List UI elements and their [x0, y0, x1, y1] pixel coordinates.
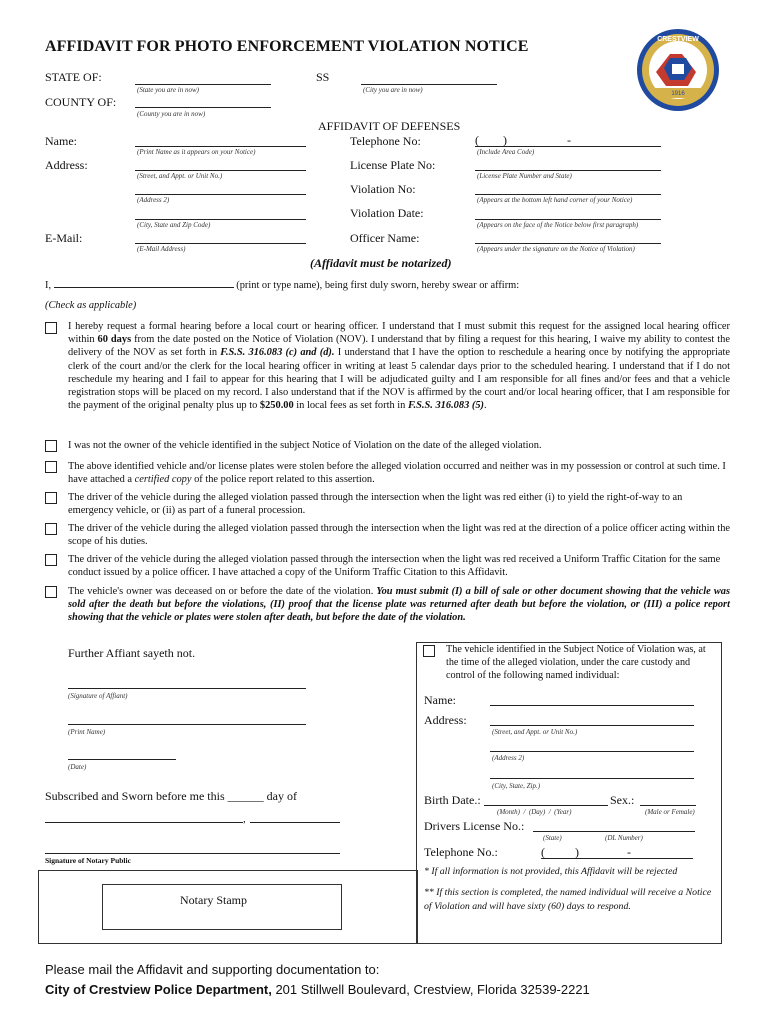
- option-not-owner-checkbox[interactable]: [45, 440, 57, 452]
- option-citation-text: The driver of the vehicle during the alleged violation passed through the intersection when the light was red received a Uniform Traffic Citation for the same conduct issued by a police officer. I have attached a copy of the Uniform Traffic Citation to this Affidavit.: [68, 554, 721, 579]
- o1-statute2: F.S.S. 316.083 (5): [407, 400, 484, 412]
- notary-stamp-label: Notary Stamp: [180, 893, 247, 907]
- name-field[interactable]: [135, 146, 306, 147]
- option-police-direction-text: The driver of the vehicle during the alleged violation passed through the intersection when the light was red at the direction of a police officer acting within the scope of his duties.: [68, 523, 730, 548]
- option-deceased-text: [68, 585, 730, 625]
- date-hint: (Date): [68, 763, 87, 771]
- officer-label: Officer Name:: [350, 231, 420, 245]
- custody-address-label: Address:: [424, 713, 467, 727]
- city-state-zip-field[interactable]: [135, 219, 306, 220]
- telephone-label: Telephone No:: [350, 134, 421, 148]
- sex-field[interactable]: [640, 805, 696, 806]
- print-name-hint: (Print Name): [68, 728, 106, 736]
- o7-requirements: You must submit (I) a bill of sale or other document showing that the vehicle was sold after the death but before the violations, (II) proof that the license plate was returned after death but before the violation, or (III) a police report showing that the vehicle or plates were stolen after death, but before the date of the violation.: [68, 586, 730, 624]
- custody-address-field[interactable]: [490, 725, 694, 726]
- violation-no-label: Violation No:: [350, 182, 416, 196]
- custody-note2: ** If this section is completed, the named individual will receive a Notice of Violation and will have sixty (60) days to respond.: [424, 887, 712, 912]
- option-formal-hearing-text: [68, 320, 730, 412]
- svg-text:1916: 1916: [671, 91, 685, 97]
- option-yield-text: The driver of the vehicle during the alleged violation passed through the intersection when the light was red either (i) to yield the right-of-way to an emergency vehicle, or (ii) as part of a funeral procession.: [68, 492, 683, 517]
- sex-label: Sex.:: [610, 793, 635, 807]
- check-applicable: (Check as applicable): [45, 300, 137, 311]
- notary-signature-label: Signature of Notary Public: [45, 856, 131, 865]
- o3-certified: certified copy: [134, 474, 192, 486]
- custody-name-label: Name:: [424, 693, 456, 707]
- state-label: STATE OF:: [45, 70, 102, 84]
- telephone-field[interactable]: [475, 146, 661, 147]
- name-hint: (Print Name as it appears on your Notice): [137, 148, 256, 156]
- affiant-signature-field[interactable]: [68, 688, 306, 689]
- custody-city-field[interactable]: [490, 778, 694, 779]
- o1-e: I understand that I have the option to reschedule a hearing once by notifying the appropriate clerk of the court and/or the clerk for the local hearing officer in writing at least 5 calendar days prior to the scheduled hearing. I understand that if I do not reschedule my hearing and I fail to appear for this hearing that I will be adjudicated guilty and I am responsible for all fines and/or fees and that a vehicle registration stops will be placed on my record. I also understand that if the NOV is affirmed by the court and/or local hearing officer, that I am responsible for the payment of the original penalty plus up to: [68, 347, 730, 412]
- o1-i: .: [483, 400, 487, 412]
- o1-c: from the date posted on the Notice of Violation (NOV). I understand that by filing a request for this hearing, I waive my ability to contest the delivery of the NOV as set forth in: [68, 334, 730, 359]
- option-deceased-checkbox[interactable]: [45, 586, 57, 598]
- plate-field[interactable]: [475, 170, 661, 171]
- sworn-statement: [45, 278, 735, 292]
- o3-c: of the police report related to this assertion.: [191, 474, 375, 486]
- county-hint: (County you are in now): [137, 110, 206, 118]
- violation-date-label: Violation Date:: [350, 206, 424, 220]
- o1-g: in local fees as set forth in: [293, 400, 408, 412]
- email-field[interactable]: [135, 243, 306, 244]
- notary-year-field[interactable]: [250, 822, 340, 823]
- custody-phone-mask: ( ) -: [541, 845, 631, 859]
- defenses-heading: AFFIDAVIT OF DEFENSES: [318, 119, 461, 133]
- violation-date-field[interactable]: [475, 219, 661, 220]
- violation-date-hint: (Appears on the face of the Notice below first paragraph): [477, 221, 639, 229]
- address-field[interactable]: [135, 170, 306, 171]
- dl-label: Drivers License No.:: [424, 819, 525, 833]
- state-field[interactable]: [135, 84, 271, 85]
- footer-address-line: [45, 982, 590, 997]
- plate-label: License Plate No:: [350, 158, 436, 172]
- custody-address2-hint: (Address 2): [492, 754, 525, 762]
- officer-field[interactable]: [475, 243, 661, 244]
- sworn-prefix: I,: [45, 280, 54, 291]
- o3-a: The above identified vehicle and/or license plates were stolen before the alleged violation occurred and neither was in my possession or control at such time. I have attached a: [68, 461, 726, 486]
- affiant-signature-hint: (Signature of Affiant): [68, 692, 128, 700]
- address-label: Address:: [45, 158, 88, 172]
- custody-checkbox[interactable]: [423, 645, 435, 657]
- o1-amount: $250.00: [259, 400, 294, 412]
- o7-a: The vehicle's owner was deceased on or before the date of the violation.: [68, 586, 377, 597]
- sworn-suffix: (print or type name), being first duly sworn, hereby swear or affirm:: [233, 280, 520, 291]
- notarized-note: (Affidavit must be notarized): [310, 256, 452, 270]
- address-hint: (Street, and Appt. or Unit No.): [137, 172, 223, 180]
- custody-phone-field[interactable]: [541, 858, 693, 859]
- custody-name-field[interactable]: [490, 705, 694, 706]
- o1-sixty-days: 60 days: [97, 334, 132, 346]
- city-field[interactable]: [361, 84, 497, 85]
- telephone-mask: ( ) -: [475, 133, 571, 147]
- address2-field[interactable]: [135, 194, 306, 195]
- violation-no-field[interactable]: [475, 194, 661, 195]
- svg-text:CRESTVIEW: CRESTVIEW: [657, 36, 699, 43]
- option-stolen-checkbox[interactable]: [45, 461, 57, 473]
- notary-date-field[interactable]: [45, 822, 243, 823]
- footer-dept: City of Crestview Police Department,: [45, 982, 272, 997]
- option-citation-checkbox[interactable]: [45, 554, 57, 566]
- print-name-field[interactable]: [68, 724, 306, 725]
- city-seal-logo: [636, 28, 720, 112]
- o1-a: I hereby request a formal hearing before a local court or hearing officer. I understand that I must submit this request for the assigned local hearing officer within: [68, 321, 730, 346]
- birth-label: Birth Date.:: [424, 793, 481, 807]
- ss-label: SS: [316, 70, 330, 84]
- email-hint: (E-Mail Address): [137, 245, 186, 253]
- notary-comma: ,: [243, 813, 246, 825]
- dl-state-hint: (State): [543, 834, 562, 842]
- option-stolen-text: [68, 460, 730, 486]
- county-label: COUNTY OF:: [45, 95, 117, 109]
- telephone-hint: (Include Area Code): [477, 148, 535, 156]
- address2-hint: (Address 2): [137, 196, 170, 204]
- notary-signature-field[interactable]: [45, 853, 340, 854]
- plate-hint: (License Plate Number and State): [477, 172, 572, 180]
- custody-address-hint: (Street, and Appt. or Unit No.): [492, 728, 578, 736]
- subscribed-sworn: Subscribed and Sworn before me this ______ day of: [45, 789, 297, 803]
- custody-text: The vehicle identified in the Subject Notice of Violation was, at the time of the alleged violation, under the care custody and control of the following named individual:: [446, 644, 706, 682]
- date-field[interactable]: [68, 759, 176, 760]
- email-label: E-Mail:: [45, 231, 83, 245]
- sex-hint: (Male or Female): [645, 808, 695, 816]
- birth-hint: (Month) / (Day) / (Year): [497, 808, 572, 816]
- page-title: AFFIDAVIT FOR PHOTO ENFORCEMENT VIOLATION NOTICE: [45, 38, 529, 55]
- footer-mail-line: Please mail the Affidavit and supporting documentation to:: [45, 962, 380, 977]
- custody-address2-field[interactable]: [490, 751, 694, 752]
- dl-number-hint: (DL Number): [605, 834, 643, 842]
- city-hint: (City you are in now): [363, 86, 423, 94]
- option-police-direction-checkbox[interactable]: [45, 523, 57, 535]
- city-state-zip-hint: (City, State and Zip Code): [137, 221, 211, 229]
- dl-field[interactable]: [533, 831, 695, 832]
- officer-hint: (Appears under the signature on the Notice of Violation): [477, 245, 635, 253]
- custody-phone-label: Telephone No.:: [424, 845, 498, 859]
- option-yield-checkbox[interactable]: [45, 492, 57, 504]
- option-not-owner-text: I was not the owner of the vehicle identified in the subject Notice of Violation on the date of the alleged violation.: [68, 440, 542, 451]
- option-formal-hearing-checkbox[interactable]: [45, 322, 57, 334]
- county-field[interactable]: [135, 107, 271, 108]
- state-hint: (State you are in now): [137, 86, 199, 94]
- name-label: Name:: [45, 134, 77, 148]
- o1-statute: F.S.S. 316.083 (c) and (d).: [220, 347, 335, 359]
- custody-note1: * If all information is not provided, this Affidavit will be rejected: [424, 866, 678, 877]
- further-affiant: Further Affiant sayeth not.: [68, 646, 196, 660]
- violation-no-hint: (Appears at the bottom left hand corner of your Notice): [477, 196, 633, 204]
- sworn-name-field[interactable]: [54, 278, 234, 288]
- custody-city-hint: (City, State, Zip.): [492, 782, 541, 790]
- footer-address: 201 Stillwell Boulevard, Crestview, Florida 32539-2221: [271, 982, 590, 997]
- birth-field[interactable]: [484, 805, 608, 806]
